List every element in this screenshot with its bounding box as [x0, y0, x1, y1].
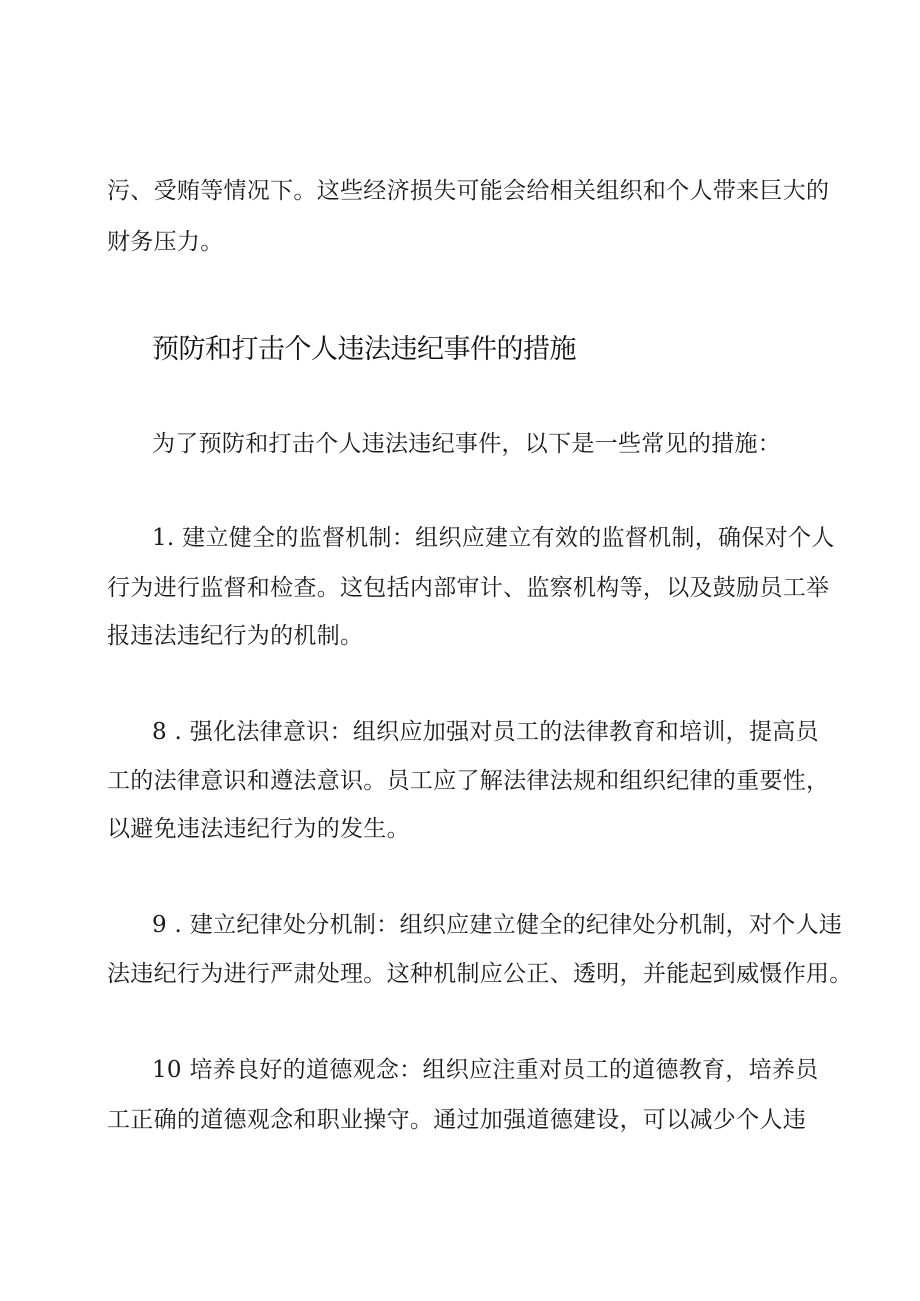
list-item-line: 工的法律意识和遵法意识。员工应了解法律法规和组织纪律的重要性，	[107, 768, 830, 794]
list-item-line: 法违纪行为进行严肃处理。这种机制应公正、透明，并能起到威慑作用。	[107, 961, 853, 987]
list-item-line: 行为进行监督和检查。这包括内部审计、监察机构等，以及鼓励员工举	[107, 575, 830, 601]
list-item-line: 报违法违纪行为的机制。	[107, 623, 364, 649]
paragraph-line: 财务压力。	[107, 229, 224, 255]
intro-paragraph: 为了预防和打击个人违法违纪事件，以下是一些常见的措施：	[152, 431, 782, 457]
list-item-line: 以避免违法违纪行为的发生。	[107, 816, 410, 842]
list-item-line: 9 . 建立纪律处分机制：组织应建立健全的纪律处分机制，对个人违	[152, 912, 843, 938]
list-item-line: 10 培养良好的道德观念：组织应注重对员工的道德教育，培养员	[152, 1057, 819, 1083]
paragraph-line: 污、受贿等情况下。这些经济损失可能会给相关组织和个人带来巨大的	[107, 178, 830, 204]
list-item-line: 8 . 强化法律意识：组织应加强对员工的法律教育和培训，提高员	[152, 719, 819, 745]
list-item-line: 1. 建立健全的监督机制：组织应建立有效的监督机制，确保对个人	[152, 525, 835, 551]
section-heading: 预防和打击个人违法违纪事件的措施	[152, 334, 576, 365]
list-item-line: 工正确的道德观念和职业操守。通过加强道德建设，可以减少个人违	[107, 1107, 806, 1133]
